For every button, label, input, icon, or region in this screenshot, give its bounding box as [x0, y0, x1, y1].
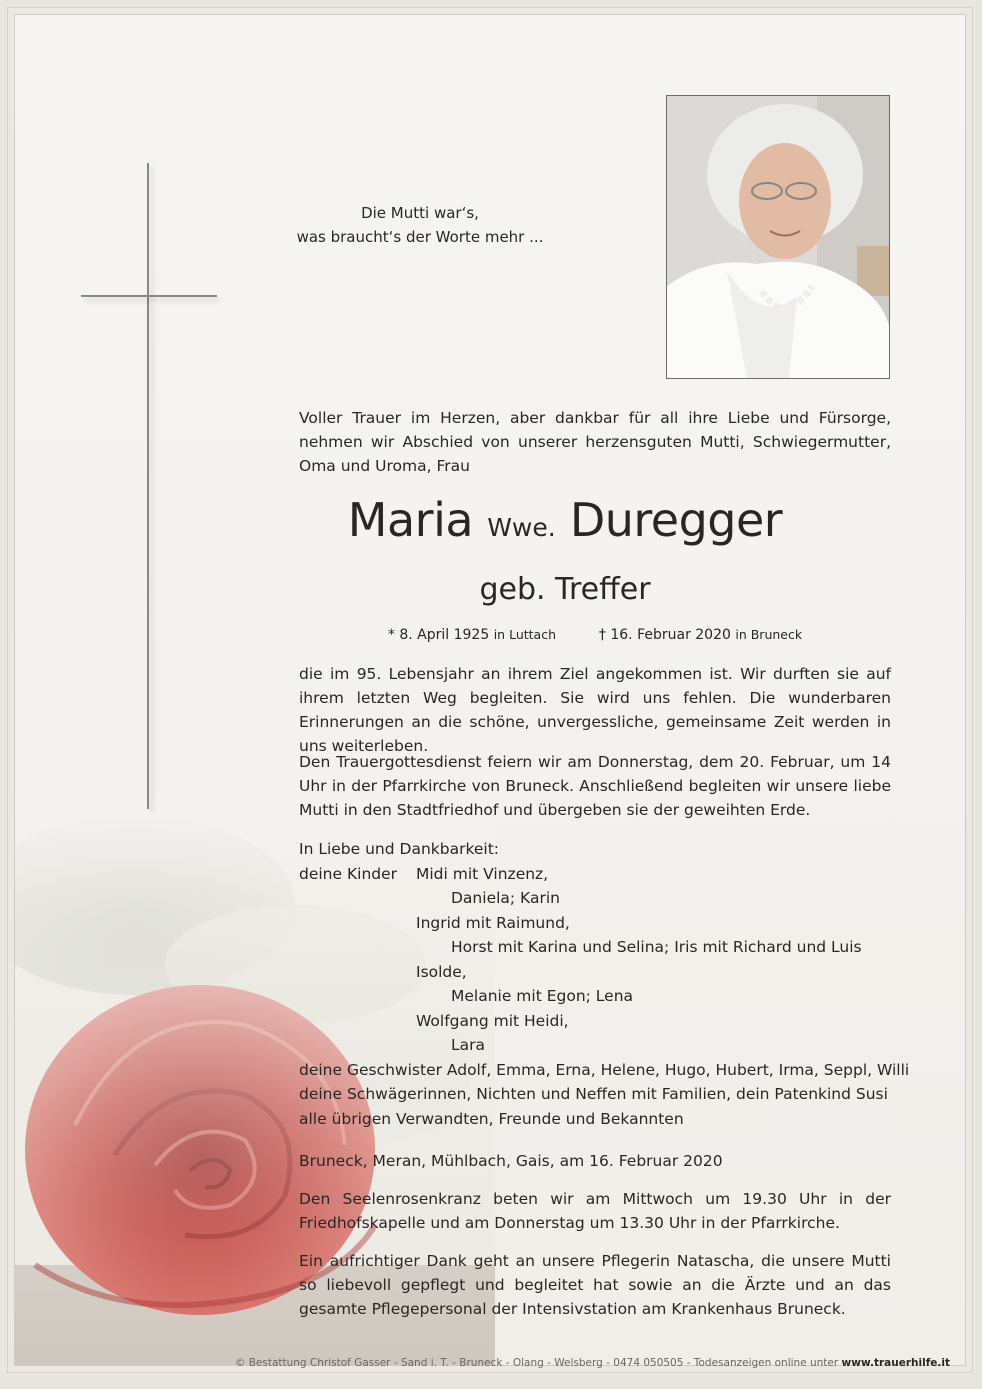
- first-name: Maria: [347, 493, 474, 547]
- kid-line: Melanie mit Egon; Lena: [451, 987, 634, 1005]
- motto-line-1: Die Mutti war‘s,: [361, 204, 479, 222]
- siblings-line: deine Geschwister Adolf, Emma, Erna, Helene, Hugo, Hubert, Irma, Seppl, Willi: [299, 1060, 910, 1079]
- paragraph-life: die im 95. Lebensjahr an ihrem Ziel angekommen ist. Wir durften sie auf ihrem letzten Weg begleiten. Sie wird uns fehlen. Die wunderbaren Erinnerungen an die schöne, unvergessliche, gemeinsame Zeit werden in uns weiterleben.: [299, 665, 891, 755]
- signers-list: [299, 837, 910, 1131]
- intro-text: Voller Trauer im Herzen, aber dankbar für all ihre Liebe und Fürsorge, nehmen wir Abschied von unserer herzensguten Mutti, Schwiegermutter, Oma und Uroma, Frau: [299, 409, 891, 475]
- kid-line: Ingrid mit Raimund,: [416, 913, 570, 932]
- kids-label: deine Kinder: [299, 864, 398, 883]
- relatives-line: alle übrigen Verwandten, Freunde und Bekannten: [299, 1109, 684, 1128]
- footer-url-link[interactable]: www.trauerhilfe.it: [841, 1357, 950, 1369]
- signers-heading: In Liebe und Dankbarkeit:: [299, 840, 500, 858]
- paragraph-thanks: Ein aufrichtiger Dank geht an unsere Pflegerin Natascha, die unsere Mutti so liebevoll gepflegt und begleitet hat sowie an die Ärzte und an das gesamte Pflegepersonal der Intensivstation am Krankenhaus Bruneck.: [299, 1252, 891, 1318]
- died-place: in Bruneck: [735, 627, 803, 642]
- kid-line: Isolde,: [416, 962, 467, 981]
- place-and-date: Bruneck, Meran, Mühlbach, Gais, am 16. Februar 2020: [299, 1152, 723, 1170]
- died-date: † 16. Februar 2020: [598, 627, 731, 643]
- kid-line: Daniela; Karin: [451, 889, 560, 907]
- birth-name: geb. Treffer: [479, 572, 651, 607]
- born-date: * 8. April 1925: [387, 627, 490, 643]
- motto-quote: [295, 201, 545, 249]
- cross-vertical-bar: [147, 163, 149, 809]
- widow-title: Wwe.: [487, 513, 556, 542]
- portrait-photo: [666, 95, 890, 379]
- paragraph-rosary: Den Seelenrosenkranz beten wir am Mittwoch um 19.30 Uhr in der Friedhofskapelle und am Donnerstag um 13.30 Uhr in der Pfarrkirche.: [299, 1190, 891, 1232]
- life-dates: [299, 627, 891, 643]
- portrait-image: [667, 96, 889, 378]
- kid-line: Horst mit Karina und Selina; Iris mit Richard und Luis: [451, 938, 862, 956]
- kid-line: Wolfgang mit Heidi,: [416, 1011, 569, 1030]
- in-laws-line: deine Schwägerinnen, Nichten und Neffen mit Familien, dein Patenkind Susi: [299, 1085, 888, 1103]
- kid-line: Lara: [451, 1036, 486, 1054]
- kids-row: [299, 862, 891, 887]
- kid-line: Midi mit Vinzenz,: [416, 864, 549, 883]
- cross-horizontal-bar: [81, 295, 217, 297]
- deceased-name: [245, 493, 885, 547]
- footer-text: © Bestattung Christof Gasser - Sand i. T. - Bruneck - Olang - Welsberg - 0474 050505 - Todesanzeigen online unter: [234, 1357, 839, 1369]
- born-place: in Luttach: [493, 627, 556, 642]
- motto-line-2: was braucht‘s der Worte mehr ...: [296, 228, 544, 246]
- last-name: Duregger: [569, 493, 783, 547]
- obituary-card: [14, 14, 966, 1366]
- paragraph-funeral: Den Trauergottesdienst feiern wir am Donnerstag, dem 20. Februar, um 14 Uhr in der Pfarrkirche von Bruneck. Anschließend begleiten wir unsere liebe Mutti in den Stadtfriedhof und übergeben sie der geweihten Erde.: [299, 753, 891, 819]
